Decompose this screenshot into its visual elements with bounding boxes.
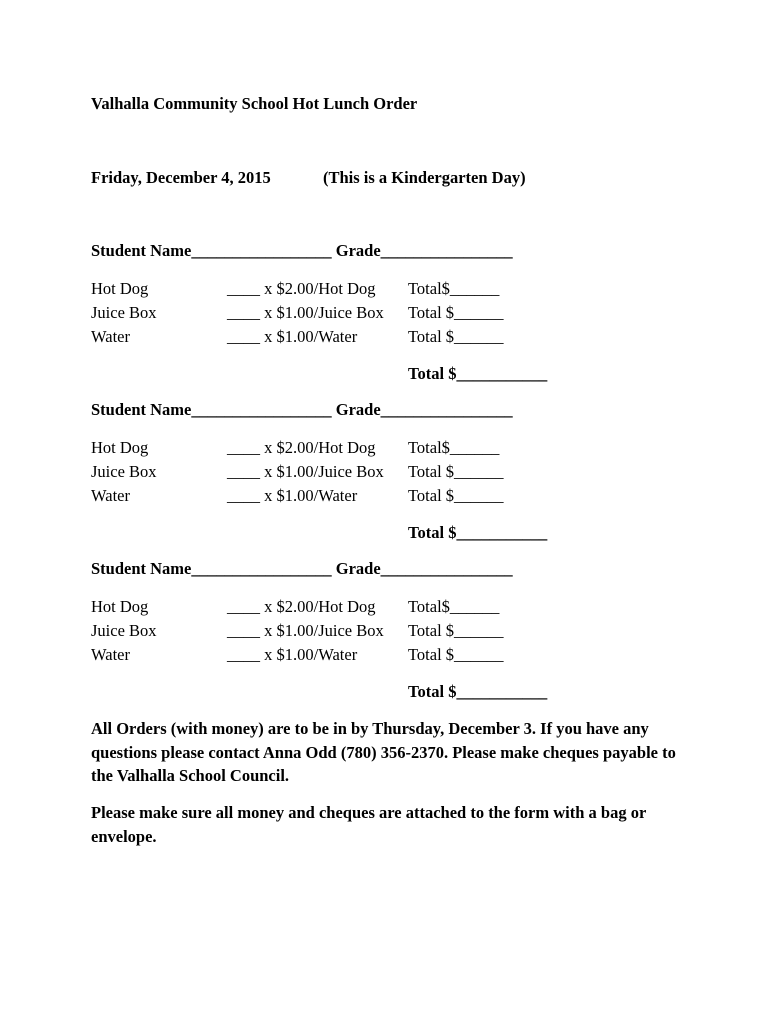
item-name: Juice Box: [91, 303, 157, 322]
item-name: Juice Box: [91, 462, 157, 481]
day-note: (This is a Kindergarten Day): [323, 168, 526, 187]
item-total: Total$______: [408, 438, 500, 457]
grand-total: Total $___________: [408, 682, 548, 701]
student-name-grade-line: Student Name_________________ Grade________________: [91, 559, 513, 578]
item-quantity-price: ____ x $2.00/Hot Dog: [227, 438, 376, 457]
item-total: Total $______: [408, 645, 504, 664]
item-quantity-price: ____ x $1.00/Water: [227, 327, 358, 346]
student-name-grade-line: Student Name_________________ Grade________________: [91, 400, 513, 419]
attachment-paragraph: Please make sure all money and cheques are attached to the form with a bag or envelope.: [91, 803, 646, 846]
student-name-grade-line: Student Name_________________ Grade________________: [91, 241, 513, 260]
item-name: Water: [91, 645, 130, 664]
item-total: Total $______: [408, 303, 504, 322]
item-name: Juice Box: [91, 621, 157, 640]
document-title: Valhalla Community School Hot Lunch Order: [91, 94, 418, 113]
item-name: Hot Dog: [91, 279, 149, 298]
item-name: Hot Dog: [91, 597, 149, 616]
item-quantity-price: ____ x $2.00/Hot Dog: [227, 279, 376, 298]
item-total: Total $______: [408, 621, 504, 640]
item-quantity-price: ____ x $1.00/Juice Box: [227, 621, 384, 640]
item-total: Total $______: [408, 486, 504, 505]
order-date-line: [91, 168, 526, 188]
item-total: Total$______: [408, 279, 500, 298]
order-date: Friday, December 4, 2015: [91, 168, 271, 187]
item-total: Total $______: [408, 327, 504, 346]
item-quantity-price: ____ x $1.00/Juice Box: [227, 462, 384, 481]
item-name: Hot Dog: [91, 438, 149, 457]
grand-total: Total $___________: [408, 523, 548, 542]
item-quantity-price: ____ x $1.00/Juice Box: [227, 303, 384, 322]
deadline-paragraph: All Orders (with money) are to be in by Thursday, December 3. If you have any questions please contact Anna Odd (780) 356-2370. Please make cheques payable to the Valhalla School Council.: [91, 719, 676, 785]
grand-total: Total $___________: [408, 364, 548, 383]
item-quantity-price: ____ x $1.00/Water: [227, 645, 358, 664]
item-total: Total $______: [408, 462, 504, 481]
item-name: Water: [91, 486, 130, 505]
item-quantity-price: ____ x $1.00/Water: [227, 486, 358, 505]
item-name: Water: [91, 327, 130, 346]
item-total: Total$______: [408, 597, 500, 616]
item-quantity-price: ____ x $2.00/Hot Dog: [227, 597, 376, 616]
